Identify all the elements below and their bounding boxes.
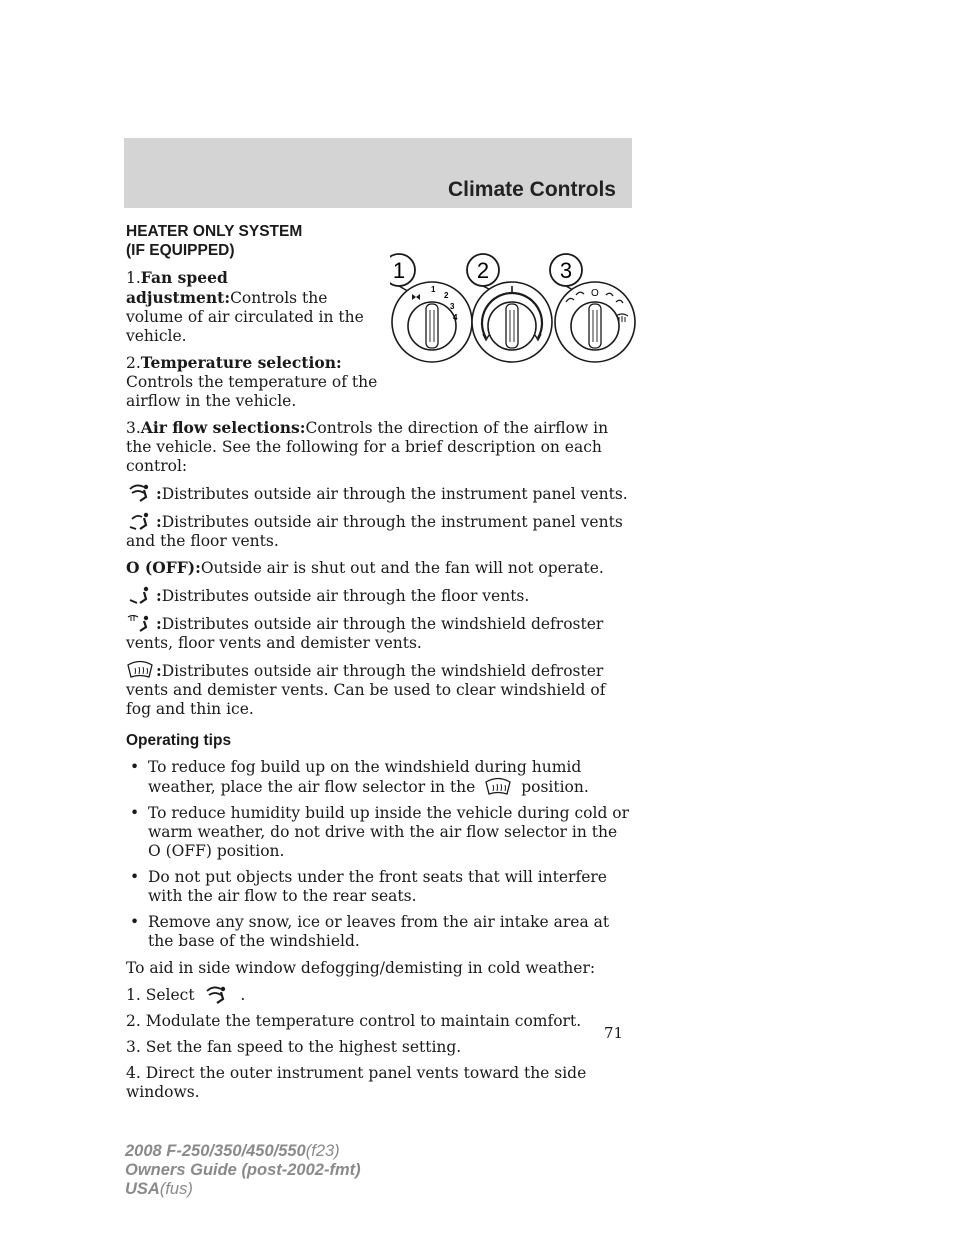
item-text: Controls the temperature of the airflow in the vehicle. bbox=[126, 373, 378, 410]
footer-line-3: USA(fus) bbox=[125, 1180, 193, 1198]
panel-vent-icon bbox=[126, 483, 154, 503]
floor-icon bbox=[126, 585, 154, 605]
airflow-off-mark: O bbox=[591, 288, 599, 299]
footer-line-1: 2008 F-250/350/450/550(f23) bbox=[125, 1142, 340, 1160]
mode-text: Outside air is shut out and the fan will not operate. bbox=[200, 559, 604, 577]
fan-mark-1: 1 bbox=[431, 285, 436, 294]
operating-tips-title: Operating tips bbox=[126, 732, 232, 749]
defrost-icon bbox=[484, 777, 512, 797]
section-header-title: Climate Controls bbox=[447, 178, 616, 201]
mode-text: Distributes outside air through the instrument panel vents. bbox=[161, 485, 628, 503]
item-text: Controls the volume of air circulated in the vehicle. bbox=[126, 289, 364, 345]
page-number: 71 bbox=[604, 1024, 624, 1042]
item-text: Controls the direction of the airflow in the vehicle. See the following for a brief description on each control: bbox=[126, 419, 609, 475]
callout-2-label: 2 bbox=[476, 258, 490, 283]
defog-step-1: 1. Select . bbox=[126, 986, 246, 1004]
mode-text: Distributes outside air through the windshield defroster vents, floor vents and demister vents. bbox=[126, 615, 604, 652]
mode-label: O (OFF): bbox=[126, 558, 201, 577]
defrost-icon bbox=[126, 660, 154, 680]
operating-tips-list bbox=[126, 758, 634, 951]
page-content bbox=[126, 222, 634, 1109]
panel-vent-icon bbox=[203, 985, 231, 1005]
mode-defrost: :Distributes outside air through the windshield defroster vents and demister vents. Can be used to clear windshield of fog and thin ice. bbox=[126, 661, 606, 718]
mode-text: Distributes outside air through the floor vents. bbox=[161, 587, 530, 605]
item-label: Fan speed adjustment: bbox=[126, 268, 231, 307]
defog-step-3: 3. Set the fan speed to the highest setting. bbox=[126, 1038, 462, 1056]
footer bbox=[125, 1142, 361, 1199]
item-airflow: 3.Air flow selections:Controls the direction of the airflow in the vehicle. See the following for a brief description on each control: bbox=[126, 418, 609, 475]
fan-mark-3: 3 bbox=[450, 302, 455, 311]
tip-item: • Do not put objects under the front seats that will interfere with the air flow to the rear seats. bbox=[126, 868, 634, 906]
item-label: Temperature selection: bbox=[140, 353, 342, 372]
header-band bbox=[124, 138, 632, 208]
tip-item: • Remove any snow, ice or leaves from the air intake area at the base of the windshield. bbox=[126, 913, 634, 951]
section-title bbox=[126, 222, 386, 260]
mode-text: Distributes outside air through the instrument panel vents and the floor vents. bbox=[126, 513, 623, 550]
intro-block bbox=[126, 222, 386, 411]
fan-mark-4: 4 bbox=[453, 313, 458, 322]
mode-floor: :Distributes outside air through the floor vents. bbox=[126, 585, 634, 606]
defog-step-4: 4. Direct the outer instrument panel vents toward the side windows. bbox=[126, 1064, 587, 1101]
callout-3-label: 3 bbox=[559, 258, 573, 283]
defog-intro: To aid in side window defogging/demisting in cold weather: bbox=[126, 959, 596, 977]
mode-panel-floor: :Distributes outside air through the instrument panel vents and the floor vents. bbox=[126, 512, 623, 550]
item-fan-speed: 1.Fan speed adjustment:Controls the volume of air circulated in the vehicle. bbox=[126, 268, 364, 345]
footer-line-2: Owners Guide (post-2002-fmt) bbox=[125, 1161, 361, 1179]
defog-step-2: 2. Modulate the temperature control to maintain comfort. bbox=[126, 1012, 582, 1030]
floor-defrost-icon bbox=[126, 613, 154, 633]
item-label: Air flow selections: bbox=[140, 418, 306, 437]
fan-mark-2: 2 bbox=[444, 291, 449, 300]
item-temperature: 2.Temperature selection: Controls the temperature of the airflow in the vehicle. bbox=[126, 353, 378, 410]
section-title-line2: (IF EQUIPPED) bbox=[126, 242, 235, 259]
panel-floor-icon bbox=[126, 511, 154, 531]
mode-panel: :Distributes outside air through the instrument panel vents. bbox=[126, 483, 634, 504]
callout-1-label: 1 bbox=[392, 258, 406, 283]
tip-item: • To reduce humidity build up inside the vehicle during cold or warm weather, do not drive with the air flow selector in the O (OFF) position. bbox=[126, 804, 634, 861]
mode-off bbox=[126, 558, 634, 578]
tip-item: • To reduce fog build up on the windshield during humid weather, place the air flow selector in the position. bbox=[126, 758, 634, 797]
mode-text: Distributes outside air through the windshield defroster vents and demister vents. Can be used to clear windshield of fog and thin ice. bbox=[126, 662, 606, 718]
section-title-line1: HEATER ONLY SYSTEM bbox=[126, 223, 303, 240]
mode-floor-defrost: :Distributes outside air through the windshield defroster vents, floor vents and demister vents. bbox=[126, 614, 604, 652]
